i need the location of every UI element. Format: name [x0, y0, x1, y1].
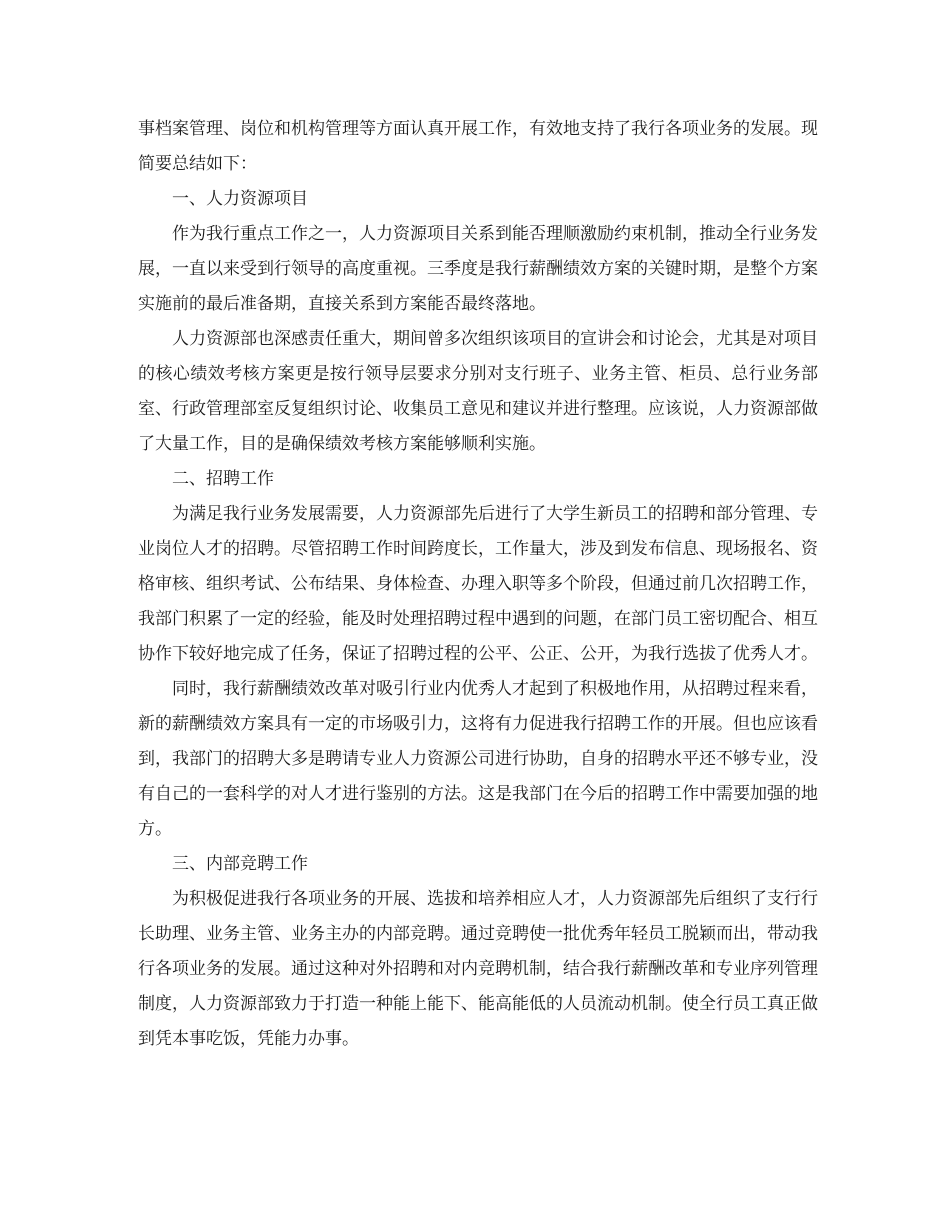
document-body [138, 112, 818, 1057]
section-heading-hr-project: 一、人力资源项目 [172, 189, 308, 209]
paragraph-intro: 事档案管理、岗位和机构管理等方面认真开展工作，有效地支持了我行各项业务的发展。现简要总结如下： [138, 119, 818, 174]
section-heading-recruitment: 二、招聘工作 [172, 469, 274, 489]
section-heading-internal-competition: 三、内部竞聘工作 [172, 854, 308, 874]
paragraph-hr-project: 作为我行重点工作之一，人力资源项目关系到能否理顺激励约束机制，推动全行业务发展，一直以来受到行领导的高度重视。三季度是我行薪酬绩效方案的关键时期，是整个方案实施前的最后准备期，直接关系到方案能否最终落地。 [138, 224, 818, 314]
paragraph-recruitment: 为满足我行业务发展需要，人力资源部先后进行了大学生新员工的招聘和部分管理、专业岗位人才的招聘。尽管招聘工作时间跨度长，工作量大，涉及到发布信息、现场报名、资格审核、组织考试、公布结果、身体检查、办理入职等多个阶段，但通过前几次招聘工作，我部门积累了一定的经验，能及时处理招聘过程中遇到的问题，在部门员工密切配合、相互协作下较好地完成了任务，保证了招聘过程的公平、公正、公开，为我行选拔了优秀人才。 [138, 504, 818, 664]
paragraph-hr-responsibility: 人力资源部也深感责任重大，期间曾多次组织该项目的宣讲会和讨论会，尤其是对项目的核心绩效考核方案更是按行领导层要求分别对支行班子、业务主管、柜员、总行业务部室、行政管理部室反复组织讨论、收集员工意见和建议并进行整理。应该说，人力资源部做了大量工作，目的是确保绩效考核方案能够顺利实施。 [138, 329, 818, 454]
paragraph-internal-competition: 为积极促进我行各项业务的开展、选拔和培养相应人才，人力资源部先后组织了支行行长助理、业务主管、业务主办的内部竞聘。通过竞聘使一批优秀年轻员工脱颖而出，带动我行各项业务的发展。通过这种对外招聘和对内竞聘机制，结合我行薪酬改革和专业序列管理制度，人力资源部致力于打造一种能上能下、能高能低的人员流动机制。使全行员工真正做到凭本事吃饭，凭能力办事。 [138, 889, 818, 1049]
paragraph-recruitment-reform: 同时，我行薪酬绩效改革对吸引行业内优秀人才起到了积极地作用，从招聘过程来看，新的薪酬绩效方案具有一定的市场吸引力，这将有力促进我行招聘工作的开展。但也应该看到，我部门的招聘大多是聘请专业人力资源公司进行协助，自身的招聘水平还不够专业，没有自己的一套科学的对人才进行鉴别的方法。这是我部门在今后的招聘工作中需要加强的地方。 [138, 679, 818, 839]
